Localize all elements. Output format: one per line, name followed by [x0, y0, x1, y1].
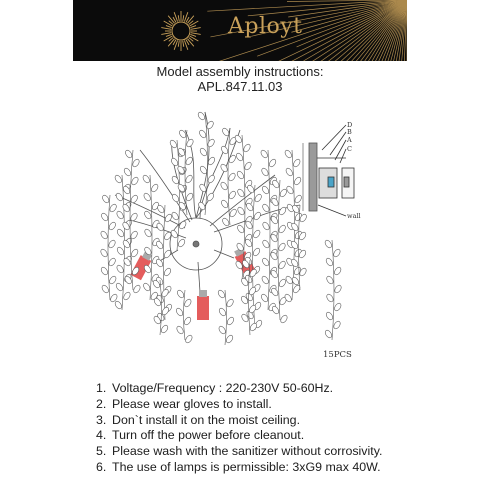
mount-label-a: A — [347, 136, 352, 144]
lamp-holders — [130, 247, 255, 320]
brand-name: Aployt — [228, 14, 303, 39]
model-number: APL.847.11.03 — [197, 79, 283, 94]
instructions-list — [96, 381, 382, 476]
mount-label-c: C — [347, 145, 352, 153]
instruction-item: 5. Please wash with the sanitizer without corrosivity. — [96, 444, 383, 459]
mount-label-b: B — [347, 128, 352, 136]
pendant-count-label: 15PCS — [323, 350, 352, 360]
instruction-item: 3. Don`t install it on the moist ceiling. — [96, 412, 301, 427]
instruction-item: 1. Voltage/Frequency : 220-230V 50-60Hz. — [96, 381, 334, 395]
wall-plate — [309, 143, 317, 211]
title-line: Model assembly instructions: — [156, 64, 324, 79]
pendant-strand — [324, 239, 343, 340]
instruction-item: 2. Please wear gloves to install. — [96, 396, 272, 411]
mount-label-wall: wall — [347, 212, 361, 220]
instruction-item: 6. The use of lamps is permissible: 3xG9 max 40W. — [96, 459, 381, 474]
mount-label-d: D — [347, 121, 353, 129]
instruction-item: 4. Turn off the power before cleanout. — [96, 428, 305, 443]
